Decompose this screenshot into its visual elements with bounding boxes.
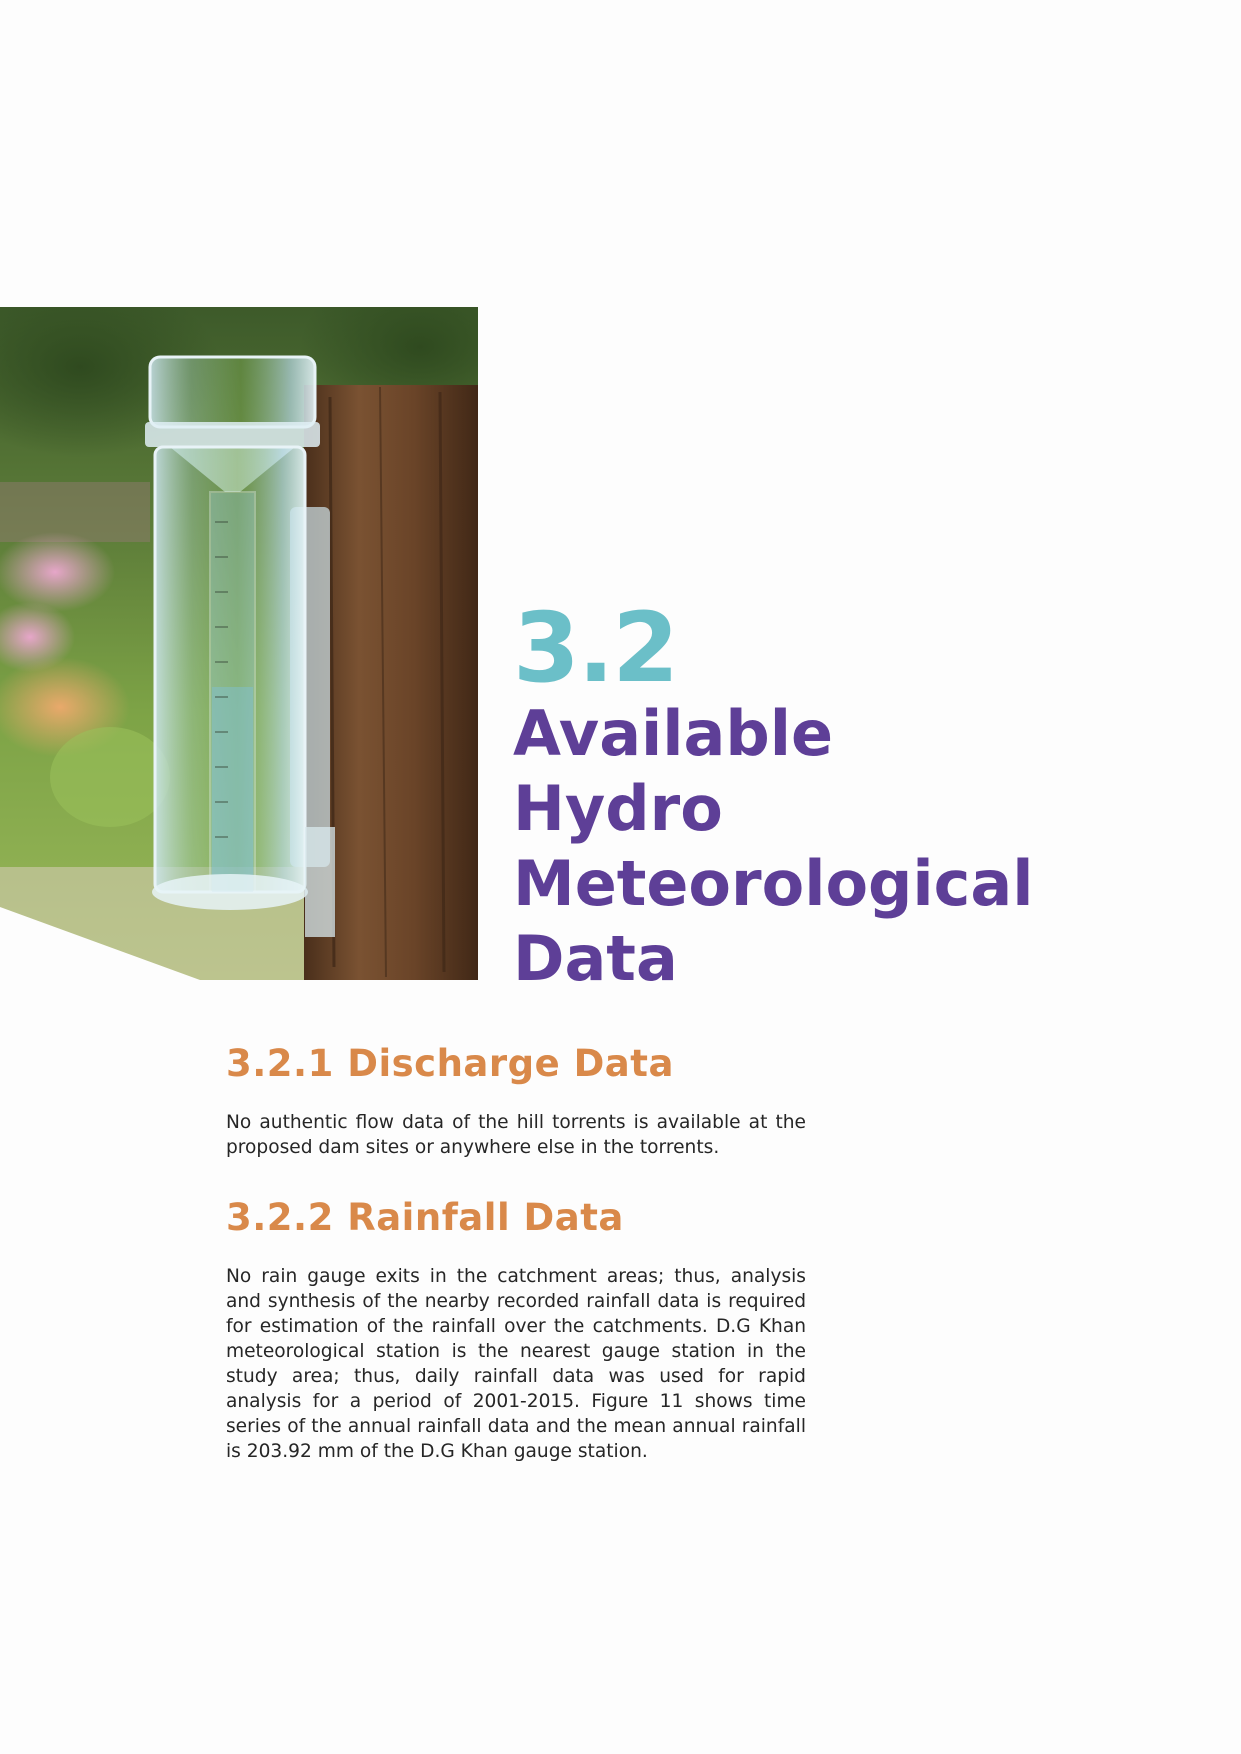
section-number: 3.2 [513, 592, 678, 704]
section-title-line: Hydro [513, 772, 723, 845]
section-title-line: Data [513, 922, 678, 995]
rain-gauge-photo [0, 307, 487, 980]
discharge-data-heading: 3.2.1 Discharge Data [226, 1042, 674, 1085]
section-content [226, 1030, 806, 1464]
rainfall-data-heading: 3.2.2 Rainfall Data [226, 1196, 624, 1239]
section-title [513, 696, 1213, 996]
discharge-data-paragraph: No authentic flow data of the hill torrents is available at the proposed dam sites or anywhere else in the torrents. [226, 1112, 806, 1158]
section-title-block [513, 592, 1213, 996]
section-title-line: Available [513, 697, 834, 770]
rainfall-data-paragraph: No rain gauge exits in the catchment areas; thus, analysis and synthesis of the nearby recorded rainfall data is required for estimation of the rainfall over the catchments. D.G Khan meteorological station is the nearest gauge station in the study area; thus, daily rainfall data was used for rapid analysis for a period of 2001-2015. Figure 11 shows time series of the annual rainfall data and the mean annual rainfall is 203.92 mm of the D.G Khan gauge station. [226, 1266, 806, 1462]
rain-gauge-illustration [0, 307, 487, 980]
section-title-line: Meteorological [513, 847, 1034, 920]
